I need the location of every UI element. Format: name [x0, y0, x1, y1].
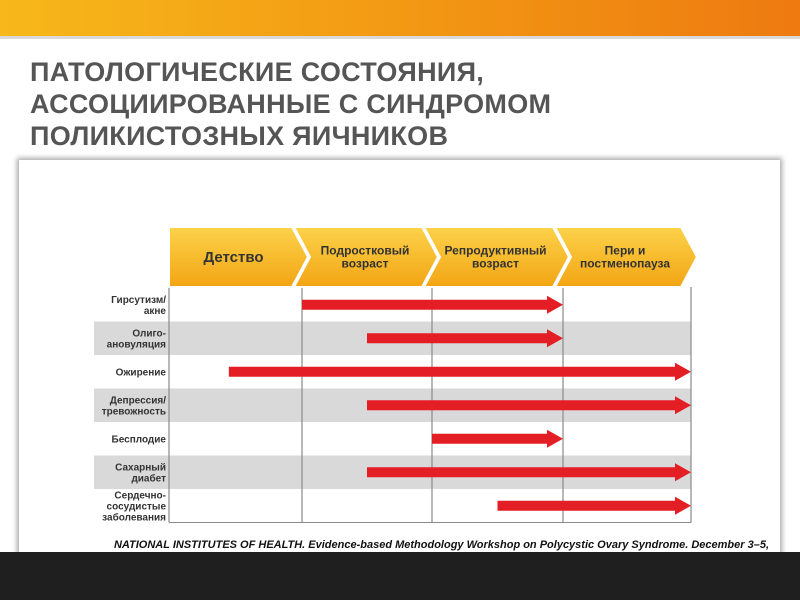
condition-label: Сахарный диабет [115, 462, 166, 485]
slide-title-line: ПАТОЛОГИЧЕСКИЕ СОСТОЯНИЯ, [30, 57, 485, 87]
timeline-diagram [19, 160, 780, 530]
condition-label: Депрессия/ тревожность [101, 395, 166, 418]
condition-label: Гирсутизм/ акне [111, 294, 166, 317]
duration-arrow [229, 363, 691, 381]
citation-line: NATIONAL INSTITUTES OF HEALTH. Evidence-based Methodology Workshop on Polycystic Ovary Syndrome. December 3–5, [113, 539, 769, 551]
duration-arrow [498, 497, 692, 515]
slide-title-line: АССОЦИИРОВАННЫЕ С СИНДРОМОМ [30, 89, 552, 119]
stage-label: Пери и постменопауза [579, 243, 671, 271]
figure-card [19, 160, 780, 580]
condition-label: Бесплодие [111, 434, 166, 446]
duration-arrow [432, 430, 563, 448]
stage-label: Репродуктивный возраст [444, 243, 547, 271]
condition-label: Ожирение [115, 367, 166, 379]
top-accent-bar [0, 0, 800, 36]
stage-label: Детство [203, 249, 264, 266]
slide-title [30, 56, 730, 152]
stage-label: Подростковый возраст [320, 243, 410, 271]
bottom-bar [0, 552, 800, 600]
slide-title-line: ПОЛИКИСТОЗНЫХ ЯИЧНИКОВ [30, 121, 449, 151]
top-accent-divider [0, 36, 800, 39]
condition-label: Олиго-ановуляция [106, 328, 166, 351]
condition-label: Сердечно-сосудистые заболевания [102, 490, 166, 524]
